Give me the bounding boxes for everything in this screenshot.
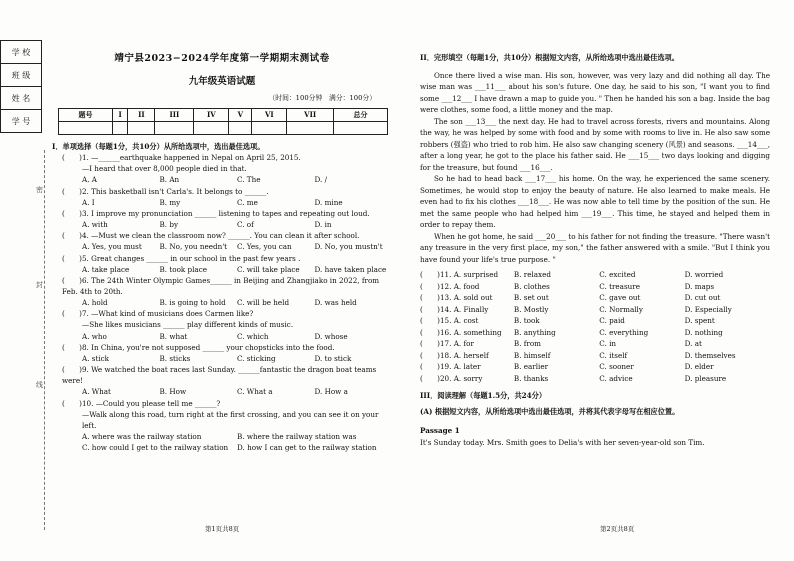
right-column	[420, 52, 770, 449]
option: ( )19. A. later	[420, 362, 481, 372]
cloze-option-row	[420, 350, 770, 362]
option: D. mine	[314, 197, 343, 207]
option-row	[82, 197, 392, 208]
option: D. how I can get to the railway station	[237, 443, 377, 453]
question-stem: ( )8. In China, you're not supposed ______ your chopsticks into the food.	[62, 342, 335, 352]
option-row	[82, 386, 392, 397]
question-line2: —She likes musicians ______ play different kinds of music.	[82, 320, 294, 330]
question-stem: ( )10. —Could you please tell me ______?	[62, 398, 221, 408]
cloze-option-row	[420, 281, 770, 293]
score-cell	[155, 121, 194, 134]
page-footer-left: 第1页共8页	[205, 525, 240, 533]
section-2-title: II．完形填空（每题1分，共10分）根据短文内容，从所给选项中选出最佳选项。	[420, 53, 679, 62]
exam-subtitle: 九年级英语试题	[188, 75, 256, 87]
question-stem: ( )2. This basketball isn't Carla's. It belongs to ______.	[62, 186, 269, 196]
option: D. spent	[684, 316, 715, 326]
option: B. by	[159, 220, 179, 230]
option: B. took place	[159, 264, 207, 274]
school-label: 学 校	[1, 41, 42, 64]
score-header-cell: VI	[252, 108, 287, 121]
option: B. set out	[513, 293, 549, 303]
question-stem: ( )9. We watched the boat races last Sunday. ______fantastic the dragon boat teams were!	[62, 365, 377, 386]
cloze-option-row	[420, 338, 770, 350]
question-stem: ( )7. —What kind of musicians does Carmen like?	[62, 309, 254, 319]
option: C. What a	[237, 387, 273, 397]
passage-first-line: It's Sunday today. Mrs. Smith goes to Delia's with her seven-year-old son Tim.	[420, 437, 705, 447]
option: ( )11. A. surprised	[420, 270, 499, 280]
option: D. whose	[314, 331, 348, 341]
score-cell	[194, 121, 229, 134]
option: B. earlier	[513, 362, 549, 372]
option: B. what	[159, 331, 188, 341]
cloze-option-row	[420, 327, 770, 339]
option: C. itself	[599, 350, 628, 360]
option: B. An	[159, 175, 180, 185]
option: B. How	[159, 387, 187, 397]
option: A. What	[82, 387, 111, 397]
option: D. themselves	[684, 350, 736, 360]
option: ( )17. A. for	[420, 339, 474, 349]
option: B. clothes	[513, 281, 550, 291]
option: A. take place	[82, 264, 130, 274]
option: D. worried	[684, 270, 724, 280]
score-header-cell: 总分	[333, 108, 387, 121]
option: A. hold	[82, 298, 108, 308]
exam-title: 靖宁县2023−2024学年度第一学期期末测试卷	[114, 53, 330, 64]
option-row	[82, 241, 392, 252]
option-row	[82, 431, 392, 442]
option: ( )13. A. sold out	[420, 293, 493, 303]
option: D. in	[314, 220, 332, 230]
option: C. Normally	[599, 304, 643, 314]
question-stem: ( )6. The 24th Winter Olympic Games______ in Beijing and Zhangjiako in 2022, from Feb. 4th to 20th.	[62, 275, 380, 296]
option: D. Especially	[684, 304, 732, 314]
section-3-title: III．阅读理解（每题1.5分，共24分）	[420, 391, 547, 401]
option: D. /	[314, 175, 327, 185]
option: ( )15. A. cost	[420, 316, 479, 326]
option-row	[82, 174, 392, 185]
option: B. where the railway station was	[237, 432, 357, 442]
option: ( )16. A. something	[420, 327, 502, 337]
option: B. anything	[513, 327, 556, 337]
passage-paragraph: The son ___13___ the next day. He had to travel across forests, rivers and mountains. Along the way, he was helped by some with food and by some with rooms to live in. He also saw some robbers (强盗) who tried to rob him. He also saw changing scenery (风景) and seasons. ___14___, after a long year, he got to the place his father said. He ___15___ two days looking and digging for the treasure, but found ___16___.	[420, 116, 770, 172]
question-line2: —Walk along this road, turn right at the first crossing, and you can see it on your left.	[82, 409, 379, 430]
page-footer-right: 第2页共8页	[600, 525, 635, 533]
option: D. No, you mustn't	[314, 242, 383, 252]
seal-mi: 密	[36, 186, 43, 194]
passage-paragraph: When he got home, he said ___20___ to his father for not finding the treasure. "There wasn't any treasure in the very first place, my son," the father answered with a smile. "But I think you have found your life's true purpose. "	[420, 231, 770, 264]
cloze-options	[420, 269, 770, 384]
option: B. sticks	[159, 353, 191, 363]
exam-meta: （时间：100分钟 满分：100分）	[268, 94, 376, 103]
option: ( )14. A. Finally	[420, 304, 489, 314]
score-cell	[252, 121, 287, 134]
option: D. at	[684, 339, 702, 349]
option: ( )18. A. herself	[420, 350, 489, 360]
score-cell	[333, 121, 387, 134]
number-label: 学 号	[1, 110, 42, 133]
option: D. was held	[314, 298, 357, 308]
cloze-option-row	[420, 373, 770, 385]
score-header-cell: 题号	[59, 108, 113, 121]
cloze-option-row	[420, 292, 770, 304]
option: B. is going to hold	[159, 298, 226, 308]
option: A. who	[82, 331, 107, 341]
option: B. Mostly	[513, 304, 549, 314]
option-row	[82, 442, 392, 453]
option: B. No, you needn't	[159, 242, 228, 252]
section-1-questions	[52, 152, 392, 453]
option: C. excited	[599, 270, 636, 280]
passage-paragraph: Once there lived a wise man. His son, however, was very lazy and did nothing all day. The wise man was ___11___ about his son's future. One day, he said to his son, "I want you to find some ___12___ I have drawn a map to guide you. " Then he handed his son a bag. Inside the bag were clothes, some food, a little money and the map.	[420, 70, 770, 115]
student-info-box	[0, 40, 50, 140]
option: C. how could I get to the railway station	[82, 443, 229, 453]
option: A. Yes, you must	[82, 242, 142, 252]
section-3-sub: (A) 根据短文内容，从所给选项中选出最佳选项，并将其代表字母写在相应位置。	[420, 406, 680, 416]
option: C. sooner	[599, 362, 634, 372]
option: B. took	[513, 316, 540, 326]
seal-feng: 封	[36, 281, 43, 289]
score-table	[58, 108, 388, 135]
option: C. everything	[599, 327, 649, 337]
score-cell	[112, 121, 127, 134]
cloze-option-row	[420, 315, 770, 327]
question-stem: ( )4. —Must we clean the classroom now? ______. You can clean it after school.	[62, 231, 360, 241]
option: C. in	[599, 339, 617, 349]
score-header-cell: III	[155, 108, 194, 121]
score-cell	[287, 121, 334, 134]
question-stem: ( )3. I improve my pronunciation ______ listening to tapes and repeating out loud.	[62, 208, 370, 218]
option-row	[82, 264, 392, 275]
section-1-title: I．单项选择（每题1分，共10分）从所给选项中，选出最佳选项。	[52, 141, 265, 151]
option: D. cut out	[684, 293, 721, 303]
seal-xian: 线	[36, 381, 43, 389]
passage-title: Passage 1	[420, 426, 460, 436]
score-cell	[59, 121, 113, 134]
option-row	[82, 331, 392, 342]
option: ( )12. A. food	[420, 281, 480, 291]
binding-line	[44, 150, 45, 530]
option: B. thanks	[513, 373, 549, 383]
option: C. which	[237, 331, 269, 341]
cloze-passage	[420, 70, 770, 266]
question-stem: ( )5. Great changes ______ in our school in the past few years .	[62, 253, 301, 263]
option: C. treasure	[599, 281, 640, 291]
score-header-cell: IV	[194, 108, 229, 121]
option: A. stick	[82, 353, 110, 363]
option: A. where was the railway station	[82, 432, 202, 442]
option: C. gave out	[599, 293, 641, 303]
option: B. relaxed	[513, 270, 551, 280]
option-row	[82, 219, 392, 230]
left-column	[52, 52, 392, 453]
option: D. pleasure	[684, 373, 727, 383]
cloze-option-row	[420, 269, 770, 281]
option: B. himself	[513, 350, 551, 360]
option-row	[82, 353, 392, 364]
option-row	[82, 297, 392, 308]
option: ( )20. A. sorry	[420, 373, 483, 383]
option: D. How a	[314, 387, 348, 397]
option: C. will be held	[237, 298, 290, 308]
score-header-cell: V	[229, 108, 252, 121]
option: D. to stick	[314, 353, 352, 363]
cloze-option-row	[420, 361, 770, 373]
option: A. with	[82, 220, 108, 230]
score-header-cell: II	[128, 108, 155, 121]
class-label: 班 级	[1, 64, 42, 87]
option: D. have taken place	[314, 264, 387, 274]
option: C. me	[237, 197, 258, 207]
option: C. of	[237, 220, 254, 230]
option: D. nothing	[684, 327, 723, 337]
option: C. The	[237, 175, 261, 185]
name-label: 姓 名	[1, 87, 42, 110]
option: C. advice	[599, 373, 633, 383]
option: C. sticking	[237, 353, 276, 363]
option: A. I	[82, 197, 95, 207]
question-stem: ( )1. —______earthquake happened in Nepal on April 25, 2015.	[62, 153, 301, 163]
score-cell	[229, 121, 252, 134]
option: C. will take place	[237, 264, 300, 274]
option: D. maps	[684, 281, 715, 291]
cloze-option-row	[420, 304, 770, 316]
option: B. my	[159, 197, 181, 207]
option: B. from	[513, 339, 541, 349]
score-header-cell: VII	[287, 108, 334, 121]
question-line2: —I heard that over 8,000 people died in that.	[82, 164, 247, 174]
option: C. paid	[599, 316, 625, 326]
score-header-cell: I	[112, 108, 127, 121]
option: C. Yes, you can	[237, 242, 292, 252]
option: A. A	[82, 175, 97, 185]
option: D. elder	[684, 362, 714, 372]
passage-paragraph: So he had to head back ___17___ his home. On the way, he experienced the same scenery. Sometimes, he would stop to enjoy the beauty of nature. He also learned to make meals. He even had to fix his clothes ___18___. He was now able to tell time by the position of the sun. He met the same people who had helped him ___19___. This time, he stayed and helped them in order to repay them.	[420, 174, 770, 230]
score-cell	[128, 121, 155, 134]
